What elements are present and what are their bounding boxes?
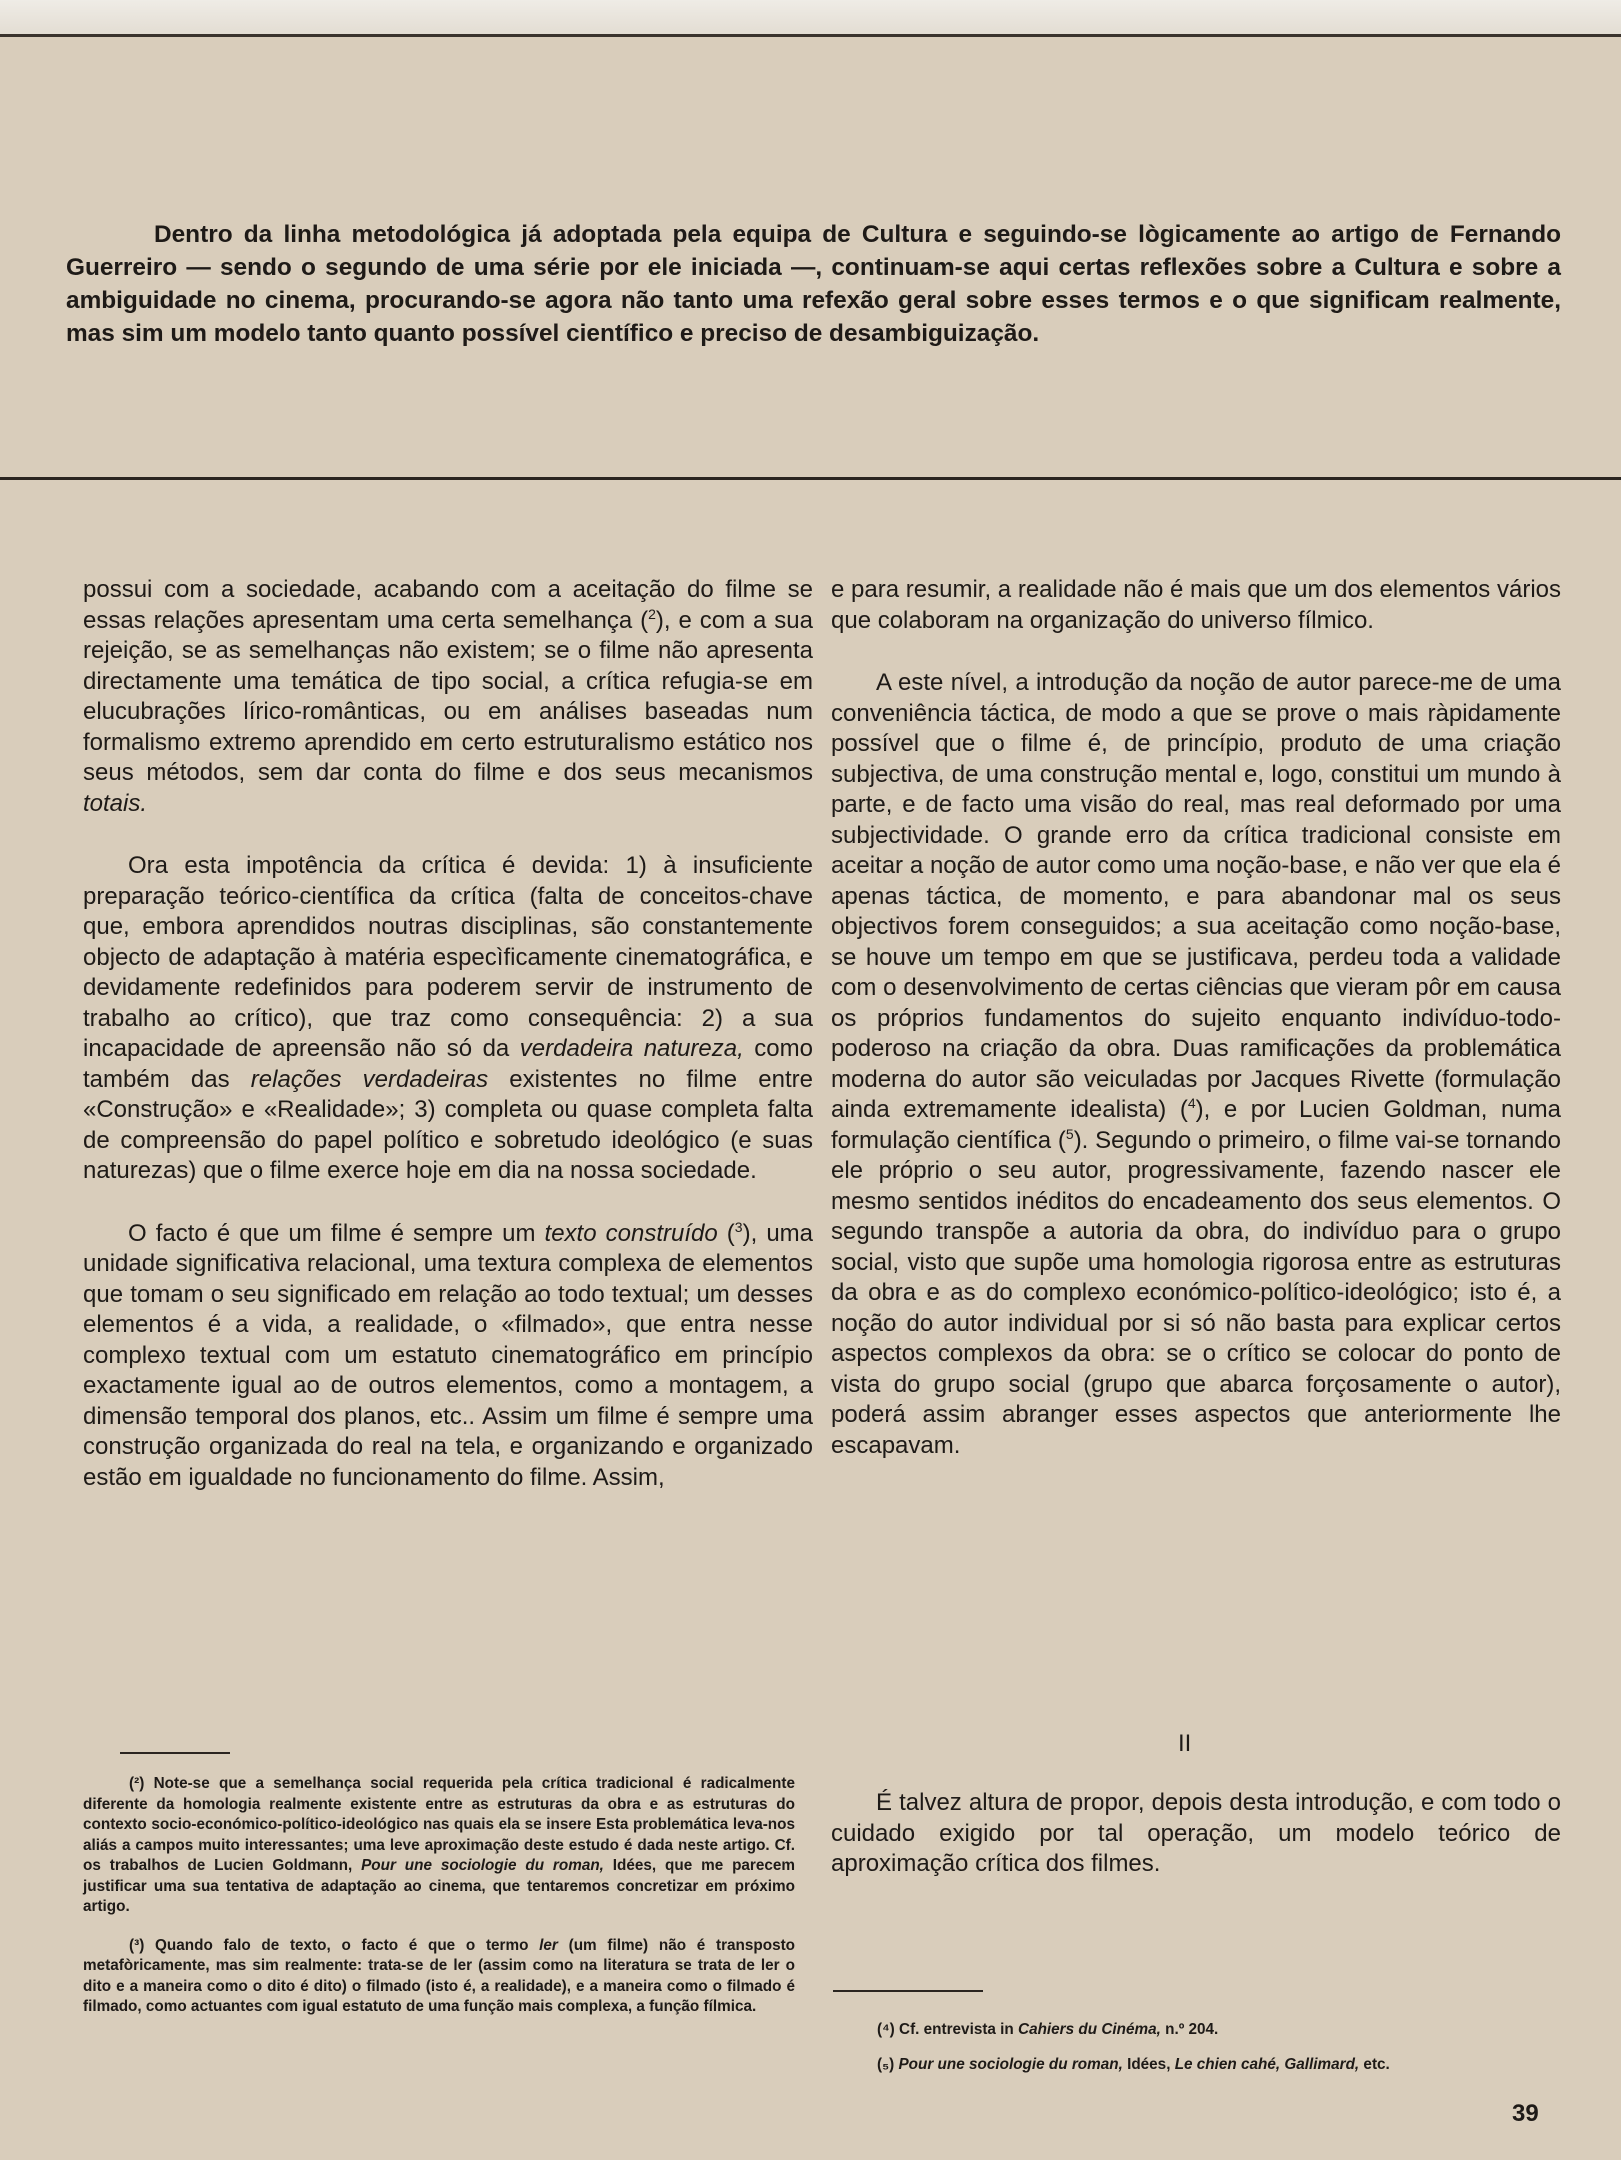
footnote-4: (⁴) Cf. entrevista in Cahiers du Cinéma, n.º 204. bbox=[877, 2021, 1219, 2038]
footnote-ref-4: 4 bbox=[1187, 1095, 1196, 1111]
section-divider-rule bbox=[0, 477, 1621, 480]
left-paragraph-3: O facto é que um filme é sempre um texto construído ($^3$), uma unidade significativa relacional, uma textura complexa de elementos que tomam o seu significado em relação ao todo textual; um desses elementos é a vida, a realidade, o «filmado», que entra nesse complexo textual com um estatuto cinematográfico em princípio exactamente igual ao de outros elementos, como a montagem, a dimensão temporal dos planos, etc.. Assim um filme é sempre uma construção organizada do real na tela, e organizando e organizado estão em igualdade no funcionamento do filme. Assim, bbox=[83, 1218, 814, 1491]
footnote-5: (₅) Pour une sociologie du roman, Idées, Le chien cahé, Gallimard, etc. bbox=[877, 2055, 1390, 2073]
right-paragraph-1: e para resumir, a realidade não é mais que um dos elementos vários que colaboram na organização do universo fílmico. bbox=[831, 576, 1561, 634]
footnote-2: (²) Note-se que a semelhança social requerida pela crítica tradicional é radicalmente diferente da homologia realmente existente entre as estruturas da obra e as estruturas do contexto socio-económico-político-ideológico nas quais ela se insere Esta problemática leva-nos aliás a campos muito interessantes; uma leve aproximação deste estudo é dada neste artigo. Cf. os trabalhos de Lucien Goldmann, Pour une sociologie du roman, Idées, que me parecem justificar uma sua tentativa de adaptação ao cinema, que tentaremos concretizar em próximo artigo. bbox=[83, 1775, 796, 1915]
footnote-ref-2: 2 bbox=[648, 605, 656, 622]
intro-paragraph: Dentro da linha metodológica já adoptada pela equipa de Cultura e seguindo-se lògicamente ao artigo de Fernando Guerreiro — sendo o segundo de uma série por ele iniciada —, continuam-se aqui certas reflexões sobre a Cultura e sobre a ambiguidade no cinema, procurando-se agora não tanto uma refexão geral sobre esses termos e o que significam realmente, mas sim um modelo tanto quanto possível científico e preciso de desambiguização. bbox=[66, 221, 1561, 347]
footnote-3: (³) Quando falo de texto, o facto é que o termo ler (um filme) não é transposto metafòricamente, mas sim realmente: trata-se de ler (assim como na literatura se trata de ler o dito e a maneira como o dito é dito) o filmado (isto é, a realidade), e a maneira como o filmado é filmado, como actuantes com igual estatuto de uma função mais complexa, a função fílmica. bbox=[83, 1936, 796, 2015]
right-column-section-2 bbox=[831, 1788, 1561, 1880]
footnote-rule-left bbox=[120, 1752, 230, 1754]
footnotes-right bbox=[831, 2020, 1561, 2075]
page-number: 39 bbox=[1512, 2100, 1539, 2127]
page-top-edge bbox=[0, 0, 1621, 34]
left-paragraph-1: possui com a sociedade, acabando com a aceitação do filme se essas relações apresentam uma certa semelhança ($^2$), e com a sua rejeição, se as semelhanças não existem; se o filme não apresenta directamente uma temática de tipo social, a crítica refugia-se em elucubrações lírico-românticas, ou em análises baseadas num formalismo extremo aprendido em certo estruturalismo estático nos seus métodos, sem dar conta do filme e dos seus mecanismos totais. bbox=[83, 576, 813, 817]
left-paragraph-2: Ora esta impotência da crítica é devida: 1) à insuficiente preparação teórico-científica da crítica (falta de conceitos-chave que, embora aprendidos noutras disciplinas, são constantemente objecto de adaptação à matéria especìficamente cinematográfica, e devidamente redefinidos para poderem servir de instrumento de trabalho ao crítico), que traz como consequência: 2) a sua incapacidade de apreensão não só da verdadeira natureza, como também das relações verdadeiras existentes no filme entre «Construção» e «Realidade»; 3) completa ou quase completa falta de compreensão do papel político e sobretudo ideológico (e suas naturezas) que o filme exerce hoje em dia na nossa sociedade. bbox=[83, 852, 813, 1184]
footnote-ref-3: 3 bbox=[734, 1218, 743, 1235]
left-column bbox=[83, 575, 813, 1493]
top-rule bbox=[0, 34, 1621, 37]
section-number: II bbox=[1178, 1730, 1192, 1757]
footnote-rule-right bbox=[833, 1990, 983, 1992]
right-paragraph-2: A este nível, a introdução da noção de autor parece-me de uma conveniência táctica, de modo a que se prove o mais ràpidamente possível que o filme é, de princípio, produto de uma criação subjectiva, de uma construção mental e, logo, constitui um mundo à parte, e de facto uma visão do real, mas real deformado por uma subjectividade. O grande erro da crítica tradicional consiste em aceitar a noção de autor como uma noção-base, e não ver que ela é apenas táctica, de momento, e para abandonar mal os seus objectivos forem conseguidos; a sua aceitação como noção-base, se houve um tempo em que se justificava, perdeu toda a validade com o desenvolvimento de certas ciências que vieram pôr em causa os próprios fundamentos do sujeito enquanto indivíduo-todo-poderoso na criação da obra. Duas ramificações da problemática moderna do autor são veiculadas por Jacques Rivette (formulação ainda extremamente idealista) ($^4$), e por Lucien Goldman, numa formulação científica ($^5$). Segundo o primeiro, o filme vai-se tornando ele próprio o seu autor, progressivamente, fazendo nascer ele mesmo sentidos inéditos do encadeamento dos seus elementos. O segundo transpõe a autoria da obra, do indivíduo para o grupo social, visto que supõe uma homologia rigorosa entre as estruturas da obra e as do complexo económico-político-ideológico; isto é, a noção do autor individual por si só não basta para explicar certos aspectos complexos da obra: se o crítico se colocar do ponto de vista do grupo social (grupo que abarca forçosamente o autor), poderá assim abranger esses aspectos que anteriormente lhe escapavam. bbox=[831, 669, 1562, 1459]
right-column bbox=[831, 575, 1561, 1461]
right-paragraph-3: É talvez altura de propor, depois desta introdução, e com todo o cuidado exigido por tal operação, um modelo teórico de aproximação crítica dos filmes. bbox=[831, 1789, 1561, 1877]
footnotes-left bbox=[83, 1774, 795, 2018]
footnote-ref-5: 5 bbox=[1065, 1125, 1074, 1142]
